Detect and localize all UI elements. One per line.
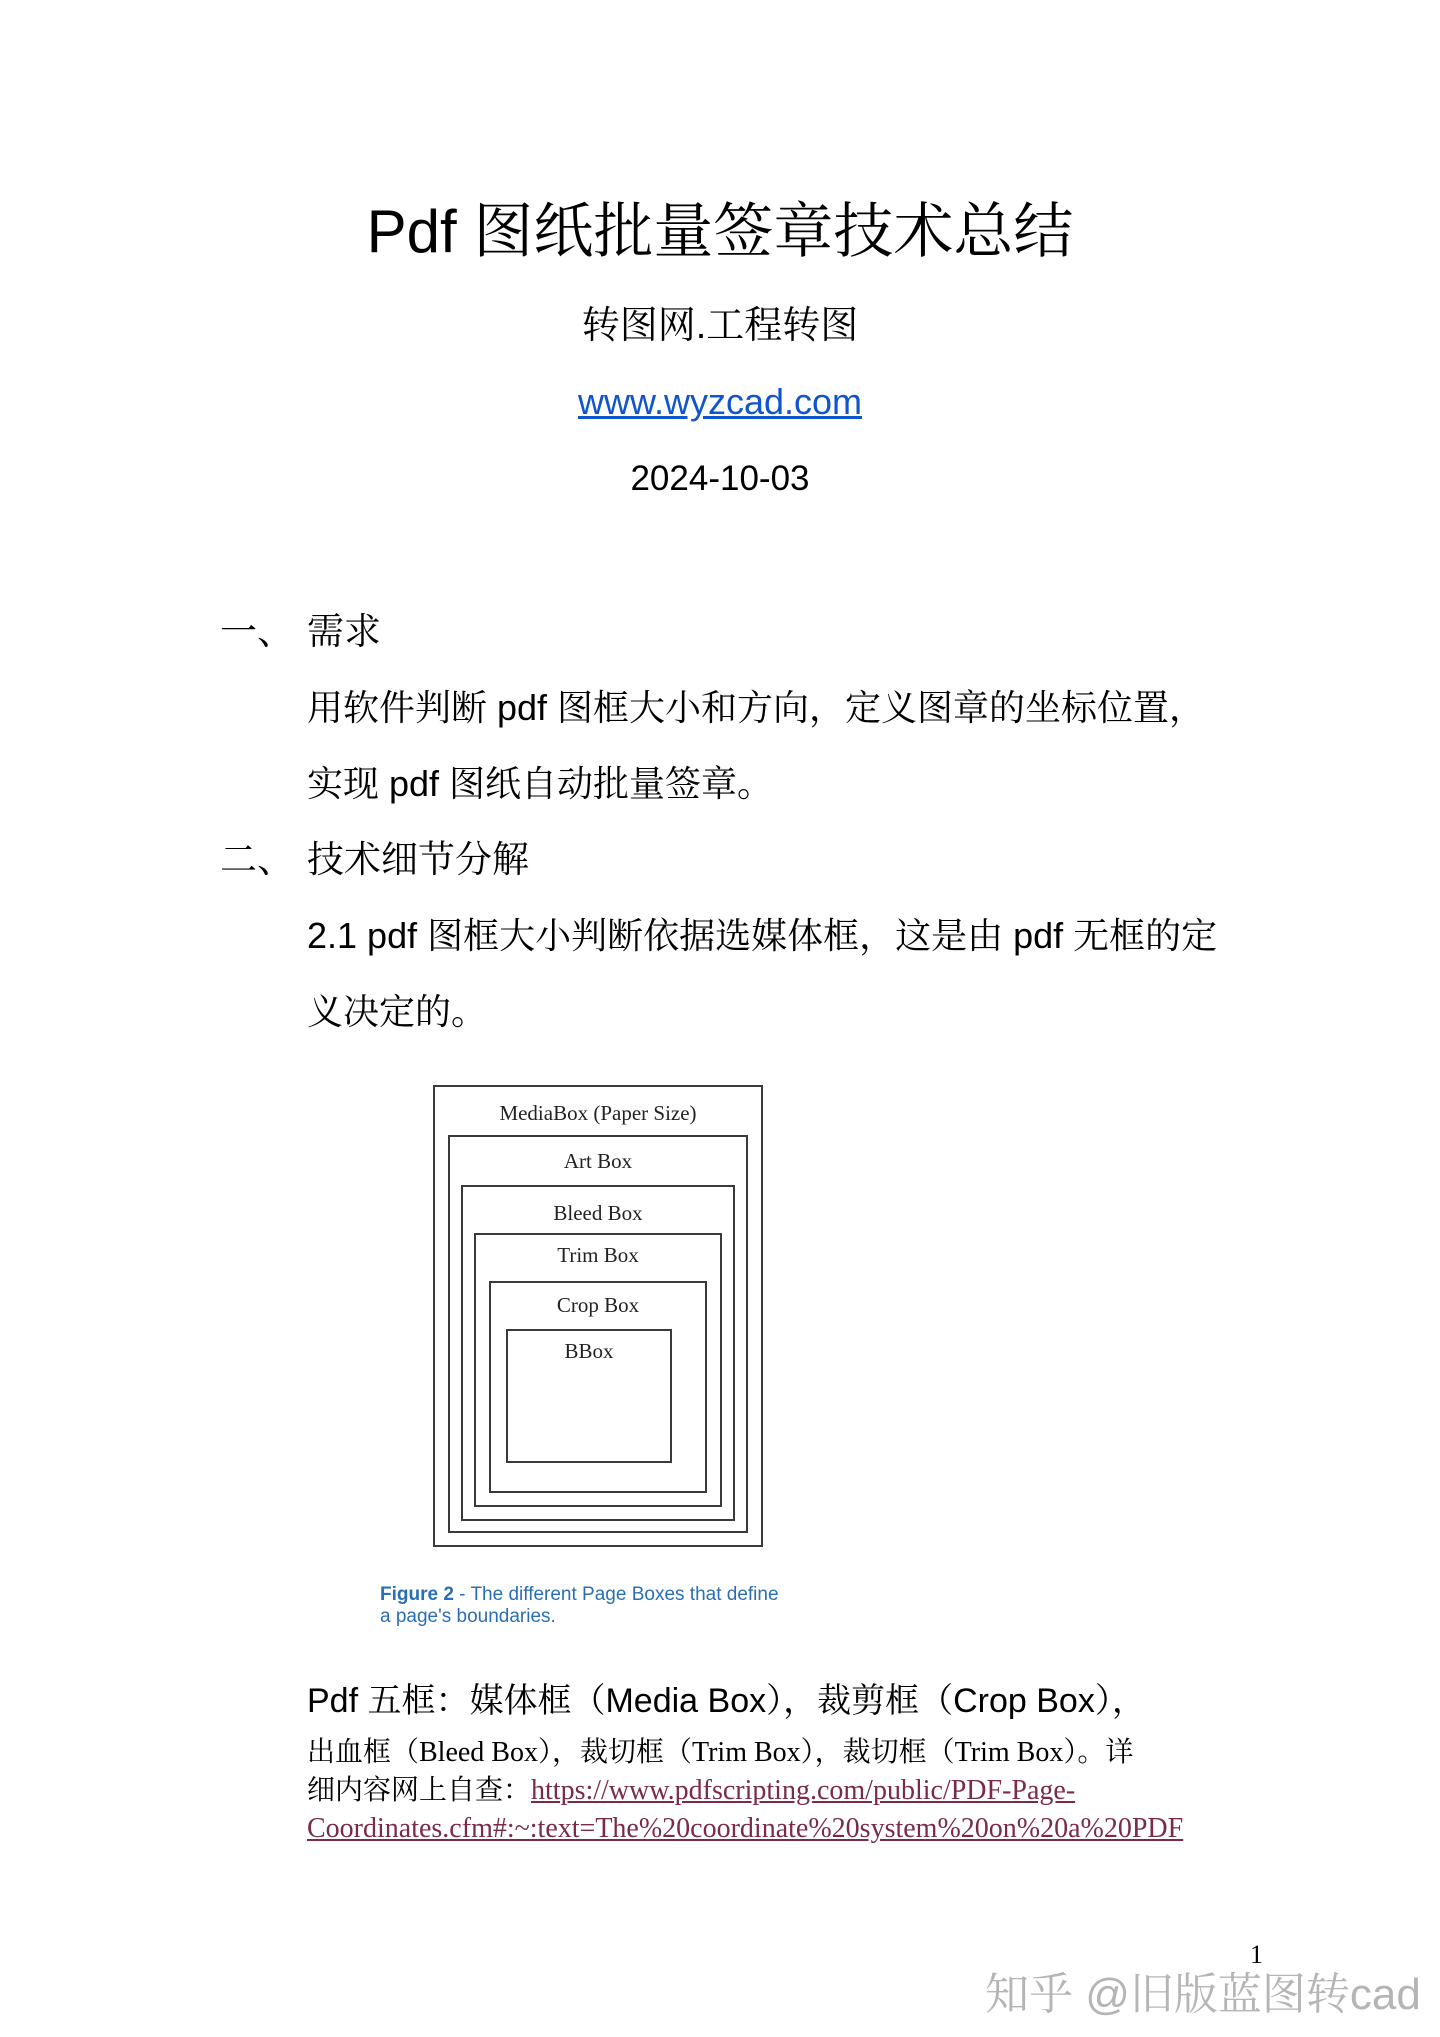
reference-line-2	[307, 1810, 1183, 1848]
artbox-label: Art Box	[563, 1149, 633, 1173]
caption-text-1: - The different Page Boxes that define	[453, 1584, 779, 1605]
section-2-number: 二、	[220, 839, 294, 880]
website-link-wrapper	[0, 378, 1440, 426]
document-date: 2024-10-03	[630, 459, 810, 498]
caption-text-2: a page's boundaries.	[380, 1606, 556, 1627]
trimbox-label: Trim Box	[557, 1243, 639, 1267]
reference-line	[307, 1772, 1075, 1810]
bbox-label: BBox	[564, 1339, 614, 1363]
figure-caption	[380, 1584, 779, 1628]
cropbox-label: Crop Box	[556, 1293, 640, 1317]
reference-prefix: 细内容网上自查：	[307, 1775, 532, 1806]
zhihu-watermark: 知乎 @旧版蓝图转cad	[985, 1970, 1421, 2019]
section-1-number: 一、	[220, 611, 294, 652]
section-1-line-1: 用软件判断 pdf 图框大小和方向，定义图章的坐标位置，	[307, 687, 1206, 728]
website-link[interactable]: www.wyzcad.com	[577, 381, 863, 422]
mediabox-label: MediaBox (Paper Size)	[499, 1101, 697, 1125]
reference-link-part-1[interactable]: https://www.pdfscripting.com/public/PDF-Page-	[531, 1775, 1076, 1806]
five-boxes-line: Pdf 五框：媒体框（Media Box），裁剪框（Crop Box），	[307, 1682, 1146, 1720]
section-2-line-1: 2.1 pdf 图框大小判断依据选媒体框，这是由 pdf 无框的定	[307, 915, 1218, 956]
caption-figure-number: Figure 2	[380, 1584, 454, 1605]
section-2-heading: 技术细节分解	[307, 839, 529, 880]
document-subtitle: 转图网.工程转图	[581, 305, 859, 347]
reference-link-part-2[interactable]: Coordinates.cfm#:~:text=The%20coordinate%20system%20on%20a%20PDF	[307, 1813, 1184, 1844]
bleedbox-label: Bleed Box	[553, 1201, 643, 1225]
boxes-detail-line: 出血框（Bleed Box），裁切框（Trim Box），裁切框（Trim Box）。详	[307, 1737, 1134, 1768]
bbox-frame	[506, 1329, 672, 1463]
section-2-line-2: 义决定的。	[307, 991, 488, 1032]
section-1-heading: 需求	[307, 611, 381, 652]
section-1-line-2: 实现 pdf 图纸自动批量签章。	[307, 763, 774, 804]
page-boxes-figure	[393, 1067, 793, 1637]
document-title: Pdf 图纸批量签章技术总结	[366, 198, 1074, 265]
page-number: 1	[1250, 1940, 1263, 1969]
